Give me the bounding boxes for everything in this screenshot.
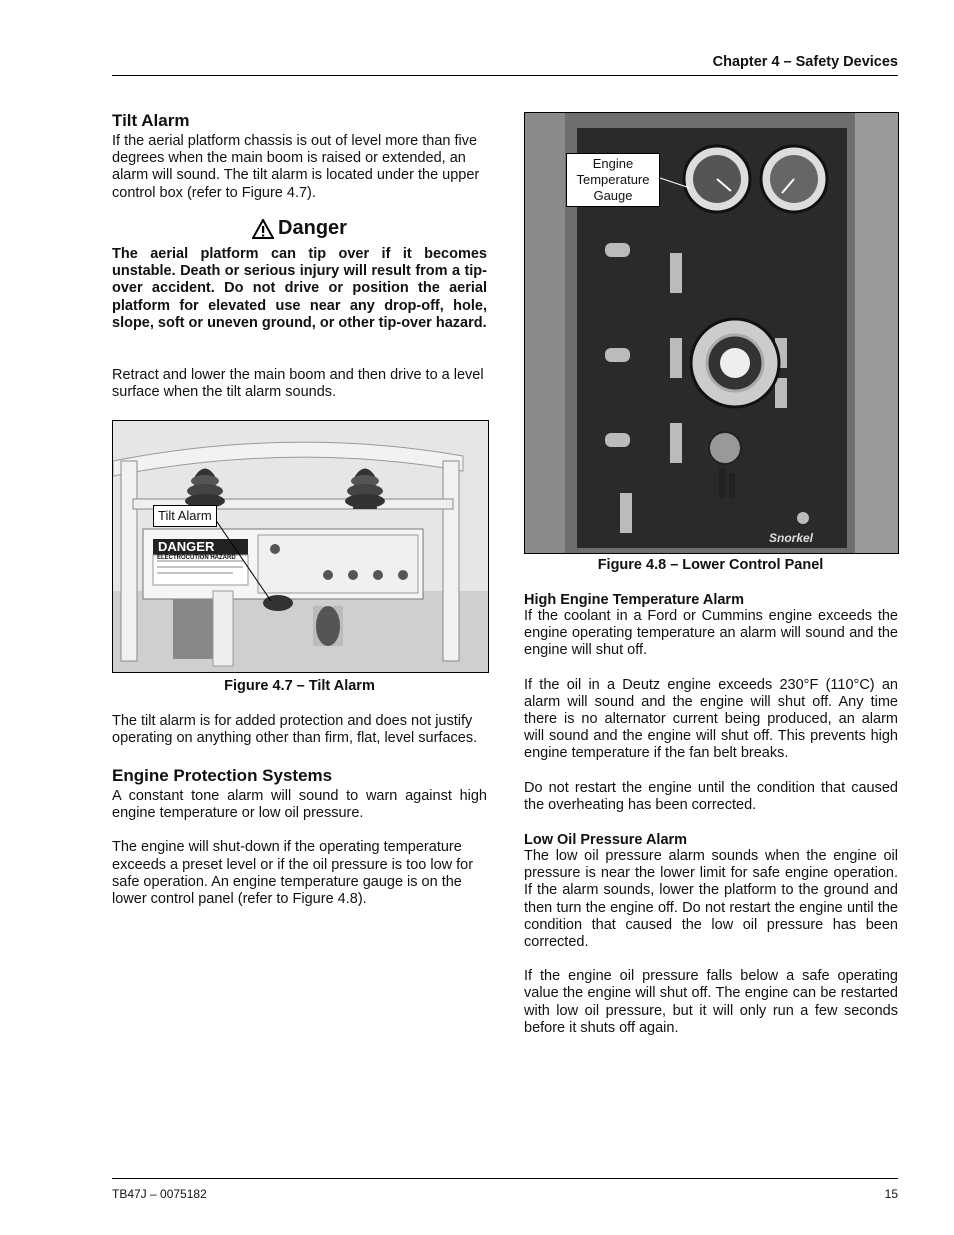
high-temp-p1: If the coolant in a Ford or Cummins engine exceeds the engine operating temperature an alarm will sound and the engine will shut off. [524, 608, 898, 659]
danger-heading [112, 217, 487, 240]
engine-protection-section [112, 766, 487, 908]
tilt-alarm-heading: Tilt Alarm [112, 111, 190, 130]
low-oil-p1: The low oil pressure alarm sounds when the engine oil pressure is near the lower limit for safe engine operation. If the alarm sounds, lower the platform to the ground and then turn the engine off. Do not restart the engine until the condition that caused the low oil pressure has been corrected. [524, 848, 898, 951]
danger-sign-subtext: ELECTROCUTION HAZARD [157, 555, 236, 561]
high-temp-heading: High Engine Temperature Alarm [524, 592, 744, 608]
page-number: 15 [884, 1187, 898, 1201]
warning-triangle-icon [252, 219, 274, 239]
engine-protection-heading: Engine Protection Systems [112, 766, 333, 785]
figure-4-8-image [524, 112, 899, 554]
figure-4-8-caption: Figure 4.8 – Lower Control Panel [597, 557, 824, 573]
high-temp-p3: Do not restart the engine until the condition that caused the overheating has been corrected. [524, 779, 898, 813]
danger-title: Danger [278, 217, 347, 239]
footer-rule [112, 1178, 898, 1179]
chapter-header: Chapter 4 – Safety Devices [712, 54, 898, 70]
danger-body: The aerial platform can tip over if it becomes unstable. Death or serious injury will result from a tip-over accident. Do not drive or position the aerial platform for elevated use near any drop-off, hole, slope, soft or uneven ground, or other tip-over hazard. [112, 246, 487, 331]
callout-line-1: Engine [592, 156, 634, 171]
callout-line-3: Gauge [593, 188, 633, 203]
figure-4-7-caption: Figure 4.7 – Tilt Alarm [224, 678, 375, 694]
engine-protection-p2: The engine will shut-down if the operating temperature exceeds a preset level or if the oil pressure is too low for safe operation. An engine temperature gauge is on the lower control panel (refer to Figure 4.8). [112, 839, 474, 908]
retract-paragraph: Retract and lower the main boom and then drive to a level surface when the tilt alarm sounds. [112, 367, 484, 401]
low-oil-p2: If the engine oil pressure falls below a safe operating value the engine will shut off. The engine can be restarted with low oil pressure, but it will only run a few seconds before it shuts off again. [524, 968, 898, 1036]
danger-section [112, 217, 487, 332]
callout-line-2: Temperature [576, 172, 650, 187]
tilt-alarm-body: If the aerial platform chassis is out of level more than five degrees when the main boom is raised or extended, an alarm will sound. The tilt alarm is located under the upper control box (refer to Figure 4.7). [112, 133, 480, 201]
document-id: TB47J – 0075182 [112, 1187, 207, 1201]
high-temp-p2: If the oil in a Deutz engine exceeds 230°F (110°C) an alarm will sound and the engine will shut off. Any time there is no alternator current being produced, an alarm will sound and the engine will shut off. This prevents high engine temperature if the fan belt breaks. [524, 676, 898, 762]
tilt-alarm-callout: Tilt Alarm [153, 505, 217, 527]
figure-4-7-image [112, 420, 489, 673]
low-oil-section [524, 832, 898, 1037]
snorkel-logo: Snorkel [769, 531, 814, 545]
danger-sign-text: DANGER [158, 539, 215, 554]
high-temp-section [524, 592, 898, 814]
tilt-note-paragraph: The tilt alarm is for added protection and does not justify operating on anything other than firm, flat, level surfaces. [112, 713, 478, 747]
engine-temp-gauge-callout [566, 153, 660, 207]
header-rule [112, 75, 898, 76]
low-oil-heading: Low Oil Pressure Alarm [524, 832, 688, 848]
tilt-alarm-section [112, 111, 487, 202]
engine-protection-p1: A constant tone alarm will sound to warn against high engine temperature or low oil pressure. [112, 788, 487, 822]
